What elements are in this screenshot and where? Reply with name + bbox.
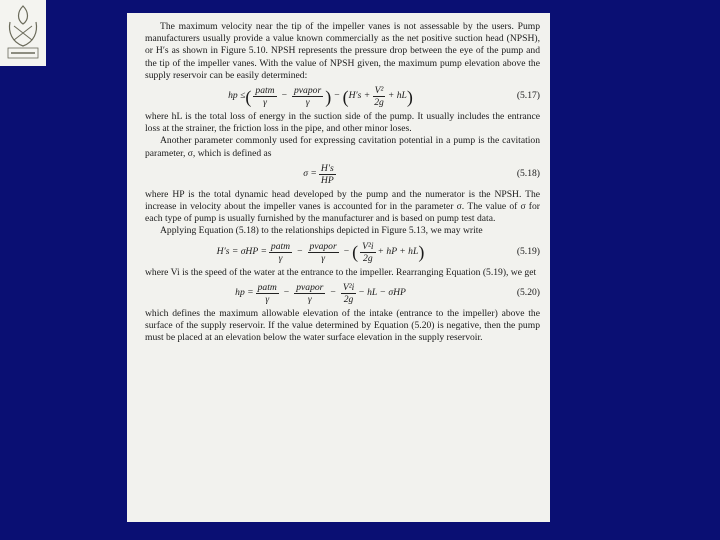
paragraph-vi: where Vi is the speed of the water at the entrance to the impeller. Rearranging Equation (5.19), we get xyxy=(145,266,537,278)
university-logo xyxy=(0,0,46,66)
paragraph-cavitation: Another parameter commonly used for expressing cavitation potential in a pump is the cavitation parameter, σ, which is defined as xyxy=(145,135,540,159)
equation-number: (5.17) xyxy=(516,90,540,102)
equation-5-20: hp = $\frac{\text{patm}}{\gamma}$ − $\frac{\text{pvapor}}{\gamma}$ − $\frac{\text{V²i}}{2g}$ − hL − σHP (5.20) xyxy=(235,281,540,305)
university-seal-icon xyxy=(0,0,46,66)
paragraph-hp: where HP is the total dynamic head developed by the pump and the numerator is the NPSH. The increase in velocity about the impeller vanes is accounted for in the parameter σ. The value of σ for each type of pump is usually furnished by the manufacturer and is based on pump test data. xyxy=(145,188,540,225)
equation-5-17: hp ≤ ( $\frac{\text{patm}}{\gamma}$ − $\frac{\text{pvapor}}{\gamma}$ ) − ( H′s + $\frac{\text{V²}}{2g}$ + hL ) (5.17) xyxy=(228,85,540,109)
textbook-page xyxy=(127,13,550,522)
paragraph-npsh: The maximum velocity near the tip of the impeller vanes is not assessable by the users. Pump manufacturers usually provide a value known commercially as the net positive suction head (NPSH), or H′s as shown in Figure 5.10. NPSH represents the pressure drop between the eye of the pump and the tip of the impeller vanes. With the value of NPSH given, the maximum pump elevation above the supply reservoir can be easily determined: xyxy=(145,21,540,81)
equation-5-18: σ = $\frac{H's}{HP}$ (5.18) xyxy=(303,162,540,186)
equation-number: (5.19) xyxy=(516,246,540,258)
equation-number: (5.18) xyxy=(516,168,540,180)
paragraph-conclusion: which defines the maximum allowable elevation of the intake (entrance to the impeller) above the surface of the supply reservoir. If the value determined by Equation (5.20) is negative, then the pump must be placed at an elevation below the water surface elevation in the supply reservoir. xyxy=(145,307,540,344)
paragraph-applying: Applying Equation (5.18) to the relationships depicted in Figure 5.13, we may write xyxy=(160,225,483,237)
equation-number: (5.20) xyxy=(516,287,540,299)
paragraph-hl: where hL is the total loss of energy in the suction side of the pump. It usually includes the entrance loss at the strainer, the friction loss in the pipe, and other minor loses. xyxy=(145,111,540,135)
equation-5-19: H′s = σHP = $\frac{\text{patm}}{\gamma}$ − $\frac{\text{pvapor}}{\gamma}$ − ( $\frac{\text{V²i}}{2g}$ + hP + hL ) (5.19) xyxy=(216,240,540,264)
